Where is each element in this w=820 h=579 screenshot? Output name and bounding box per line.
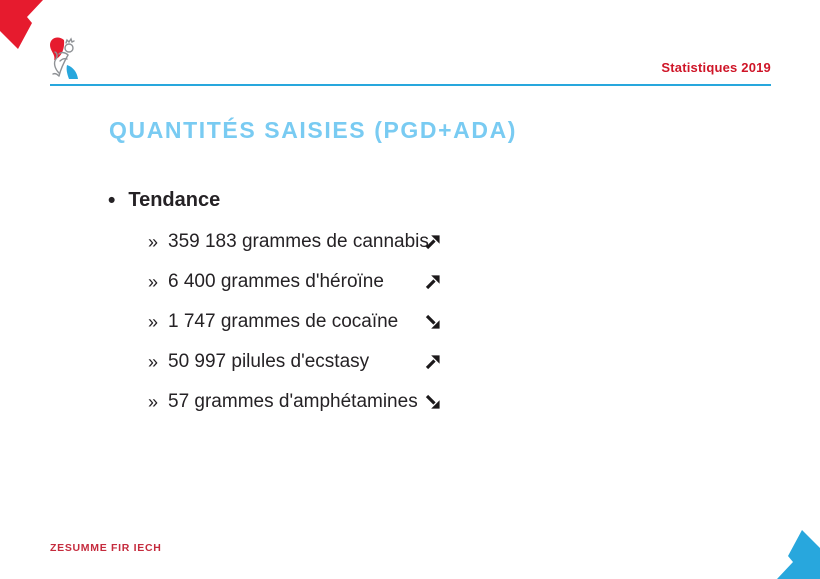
item-text: 50 997 pilules d'ecstasy (168, 351, 370, 372)
item-text: 6 400 grammes d'héroïne (168, 271, 384, 292)
bullet-icon: • (108, 189, 116, 212)
item-marker-icon: » (148, 351, 159, 372)
trend-list-item (148, 302, 443, 342)
item-text: 1 747 grammes de cocaïne (168, 311, 399, 332)
item-marker-icon: » (148, 311, 159, 332)
trend-list-item (148, 382, 443, 422)
item-marker-icon: » (148, 271, 159, 292)
footer-slogan: ZESUMME FIR IECH (50, 542, 162, 554)
trend-up-icon (423, 272, 443, 292)
item-marker-icon: » (148, 231, 159, 252)
trend-up-icon (423, 352, 443, 372)
trend-list-item (148, 342, 443, 382)
item-text: 359 183 grammes de cannabis (168, 231, 429, 252)
statistics-year-label: Statistiques 2019 (661, 60, 771, 75)
trend-list (148, 222, 443, 422)
trend-list-item (148, 222, 443, 262)
blue-corner-arrow-icon (770, 524, 820, 579)
trend-up-icon (423, 232, 443, 252)
header-rule (50, 84, 771, 86)
trend-down-icon (423, 392, 443, 412)
slide-title: QUANTITÉS SAISIES (PGD+ADA) (109, 117, 518, 143)
trend-down-icon (423, 312, 443, 332)
trend-heading (108, 189, 220, 212)
trend-list-item (148, 262, 443, 302)
item-marker-icon: » (148, 391, 159, 412)
police-lion-logo (46, 36, 82, 82)
item-text: 57 grammes d'amphétamines (168, 391, 418, 412)
trend-heading-label: Tendance (128, 189, 221, 211)
red-corner-arrow-icon (0, 0, 50, 55)
